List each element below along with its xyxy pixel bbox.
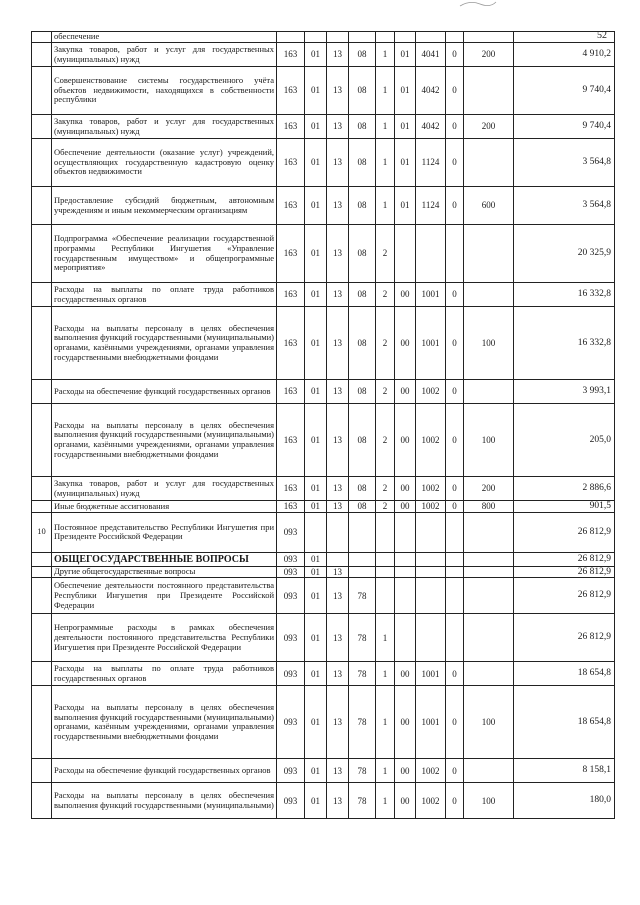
amount-cell: 26 812,9 <box>514 566 615 578</box>
code-cell: 0 <box>446 380 464 404</box>
code-cell <box>416 552 446 566</box>
code-cell: 01 <box>395 67 416 115</box>
row-number-cell <box>32 614 52 662</box>
code-cell: 13 <box>327 614 349 662</box>
code-cell <box>446 225 464 283</box>
row-number-cell <box>32 307 52 380</box>
code-cell: 093 <box>277 686 305 759</box>
row-number-cell <box>32 759 52 783</box>
row-number-cell <box>32 283 52 307</box>
row-number-cell <box>32 139 52 187</box>
code-cell <box>446 578 464 614</box>
code-cell: 01 <box>305 783 327 819</box>
item-name-cell: Расходы на выплаты персоналу в целях обеспечения выполнения функций государственными (муниципальными) органами, казёнными учреждениями, органами управления государственными внебюджетными фондами <box>52 307 277 380</box>
code-cell: 01 <box>395 139 416 187</box>
table-row <box>32 759 615 783</box>
budget-table <box>31 31 615 819</box>
code-cell: 13 <box>327 43 349 67</box>
code-cell: 00 <box>395 380 416 404</box>
code-cell: 01 <box>305 662 327 686</box>
code-cell: 163 <box>277 43 305 67</box>
code-cell: 2 <box>376 380 395 404</box>
code-cell: 01 <box>305 404 327 477</box>
code-cell: 01 <box>395 115 416 139</box>
code-cell <box>464 552 514 566</box>
code-cell <box>464 662 514 686</box>
code-cell <box>395 552 416 566</box>
item-name-cell: Расходы на выплаты персоналу в целях обеспечения выполнения функций государственными (муниципальными) органами, казённым учреждениями, органами управления государственными внебюджетными фондами <box>52 686 277 759</box>
code-cell: 01 <box>305 552 327 566</box>
item-name-cell: Расходы на обеспечение функций государственных органов <box>52 380 277 404</box>
item-name-cell: Закупка товаров, работ и услуг для государственных (муниципальных) нужд <box>52 43 277 67</box>
code-cell: 01 <box>305 187 327 225</box>
code-cell: 163 <box>277 283 305 307</box>
code-cell: 01 <box>305 283 327 307</box>
code-cell <box>395 225 416 283</box>
row-number-cell <box>32 566 52 578</box>
code-cell: 08 <box>349 139 376 187</box>
item-name-cell: Расходы на выплаты персоналу в целях обеспечения выполнения функций государственными (муниципальными) <box>52 783 277 819</box>
row-number-cell: 10 <box>32 512 52 552</box>
item-name-cell: Непрограммные расходы в рамках обеспечения деятельности постоянного представительства Республики Ингушетия при Президенте Российской Федерации <box>52 614 277 662</box>
amount-cell: 9 740,4 <box>514 115 615 139</box>
code-cell <box>416 614 446 662</box>
code-cell: 13 <box>327 759 349 783</box>
code-cell <box>464 512 514 552</box>
code-cell: 093 <box>277 552 305 566</box>
code-cell: 78 <box>349 759 376 783</box>
code-cell <box>327 32 349 43</box>
code-cell: 00 <box>395 283 416 307</box>
code-cell: 100 <box>464 783 514 819</box>
code-cell: 13 <box>327 139 349 187</box>
row-number-cell <box>32 783 52 819</box>
code-cell <box>376 552 395 566</box>
row-number-cell <box>32 662 52 686</box>
code-cell: 200 <box>464 43 514 67</box>
code-cell <box>464 614 514 662</box>
item-name-cell: Предоставление субсидий бюджетным, автономным учреждениям и иным некоммерческим организациям <box>52 187 277 225</box>
code-cell: 78 <box>349 578 376 614</box>
code-cell: 200 <box>464 115 514 139</box>
table-row <box>32 283 615 307</box>
code-cell: 1 <box>376 783 395 819</box>
item-name-cell: Подпрограмма «Обеспечение реализации государственной программы Республики Ингушетия «Управление государственным имуществом» и общепрограммные мероприятия» <box>52 225 277 283</box>
table-row <box>32 43 615 67</box>
amount-cell: 26 812,9 <box>514 552 615 566</box>
code-cell: 0 <box>446 662 464 686</box>
code-cell <box>349 512 376 552</box>
item-name-cell: Постоянное представительство Республики Ингушетия при Президенте Российской Федерации <box>52 512 277 552</box>
code-cell <box>416 225 446 283</box>
code-cell: 01 <box>305 225 327 283</box>
amount-cell: 8 158,1 <box>514 759 615 783</box>
code-cell: 1001 <box>416 686 446 759</box>
code-cell <box>464 283 514 307</box>
code-cell: 800 <box>464 501 514 513</box>
code-cell <box>416 566 446 578</box>
code-cell <box>464 566 514 578</box>
code-cell: 600 <box>464 187 514 225</box>
code-cell: 163 <box>277 477 305 501</box>
code-cell: 08 <box>349 404 376 477</box>
code-cell: 1001 <box>416 307 446 380</box>
code-cell: 13 <box>327 662 349 686</box>
code-cell <box>395 566 416 578</box>
code-cell: 13 <box>327 283 349 307</box>
code-cell: 78 <box>349 662 376 686</box>
amount-cell: 18 654,8 <box>514 686 615 759</box>
code-cell: 01 <box>305 67 327 115</box>
code-cell: 1124 <box>416 139 446 187</box>
amount-cell: 26 812,9 <box>514 614 615 662</box>
item-name-cell: Расходы на выплаты по оплате труда работников государственных органов <box>52 662 277 686</box>
amount-cell: 20 325,9 <box>514 225 615 283</box>
code-cell: 00 <box>395 477 416 501</box>
code-cell: 01 <box>305 566 327 578</box>
item-name-cell: Обеспечение деятельности постоянного представительства Республики Ингушетия при Президенте Российской Федерации <box>52 578 277 614</box>
code-cell: 1 <box>376 43 395 67</box>
row-number-cell <box>32 67 52 115</box>
code-cell: 200 <box>464 477 514 501</box>
code-cell: 13 <box>327 380 349 404</box>
code-cell: 163 <box>277 187 305 225</box>
table-row <box>32 187 615 225</box>
code-cell: 163 <box>277 67 305 115</box>
row-number-cell <box>32 404 52 477</box>
code-cell <box>395 614 416 662</box>
code-cell <box>327 552 349 566</box>
code-cell: 13 <box>327 686 349 759</box>
code-cell: 093 <box>277 759 305 783</box>
code-cell <box>464 578 514 614</box>
code-cell: 13 <box>327 307 349 380</box>
code-cell <box>446 552 464 566</box>
amount-cell: 3 564,8 <box>514 139 615 187</box>
code-cell: 0 <box>446 283 464 307</box>
code-cell <box>416 512 446 552</box>
row-number-cell <box>32 477 52 501</box>
row-number-cell <box>32 501 52 513</box>
code-cell: 78 <box>349 686 376 759</box>
code-cell <box>395 512 416 552</box>
code-cell <box>464 32 514 43</box>
code-cell <box>277 32 305 43</box>
amount-cell: 901,5 <box>514 501 615 513</box>
table-row <box>32 501 615 513</box>
amount-cell: 18 654,8 <box>514 662 615 686</box>
row-number-cell <box>32 32 52 43</box>
code-cell <box>349 32 376 43</box>
code-cell: 00 <box>395 404 416 477</box>
code-cell: 13 <box>327 67 349 115</box>
amount-cell: 26 812,9 <box>514 512 615 552</box>
code-cell: 0 <box>446 501 464 513</box>
item-name-cell: Расходы на выплаты по оплате труда работников государственных органов <box>52 283 277 307</box>
amount-cell: 9 740,4 <box>514 67 615 115</box>
row-number-cell <box>32 225 52 283</box>
code-cell: 1001 <box>416 662 446 686</box>
code-cell: 08 <box>349 187 376 225</box>
table-row <box>32 67 615 115</box>
table-row <box>32 32 615 43</box>
code-cell: 08 <box>349 477 376 501</box>
code-cell: 01 <box>305 43 327 67</box>
table-row <box>32 614 615 662</box>
code-cell: 08 <box>349 380 376 404</box>
code-cell <box>349 552 376 566</box>
code-cell: 093 <box>277 783 305 819</box>
code-cell: 01 <box>305 578 327 614</box>
code-cell: 01 <box>305 614 327 662</box>
code-cell: 2 <box>376 283 395 307</box>
table-row <box>32 783 615 819</box>
item-name-cell: Иные бюджетные ассигнования <box>52 501 277 513</box>
code-cell: 08 <box>349 43 376 67</box>
row-number-cell <box>32 578 52 614</box>
amount-cell: 16 332,8 <box>514 307 615 380</box>
code-cell: 13 <box>327 187 349 225</box>
code-cell <box>327 512 349 552</box>
code-cell: 093 <box>277 566 305 578</box>
code-cell: 01 <box>305 307 327 380</box>
code-cell <box>395 578 416 614</box>
amount-cell: 16 332,8 <box>514 283 615 307</box>
code-cell: 2 <box>376 307 395 380</box>
code-cell: 13 <box>327 501 349 513</box>
code-cell: 00 <box>395 662 416 686</box>
code-cell: 1 <box>376 759 395 783</box>
code-cell: 13 <box>327 566 349 578</box>
code-cell: 0 <box>446 477 464 501</box>
table-row <box>32 566 615 578</box>
item-name-cell: Обеспечение деятельности (оказание услуг) учреждений, осуществляющих государственную кадастровую оценку объектов недвижимости <box>52 139 277 187</box>
item-name-cell: Совершенствование системы государственного учёта объектов недвижимости, находящихся в собственности республики <box>52 67 277 115</box>
code-cell: 4041 <box>416 43 446 67</box>
code-cell: 08 <box>349 115 376 139</box>
table-row <box>32 686 615 759</box>
code-cell: 1002 <box>416 783 446 819</box>
table-row <box>32 552 615 566</box>
code-cell <box>376 566 395 578</box>
amount-cell: 205,0 <box>514 404 615 477</box>
code-cell: 01 <box>305 501 327 513</box>
code-cell: 4042 <box>416 67 446 115</box>
code-cell: 163 <box>277 404 305 477</box>
code-cell: 163 <box>277 225 305 283</box>
code-cell: 78 <box>349 783 376 819</box>
table-body <box>32 32 615 819</box>
code-cell: 0 <box>446 115 464 139</box>
code-cell <box>446 512 464 552</box>
table-row <box>32 307 615 380</box>
code-cell: 163 <box>277 139 305 187</box>
code-cell: 163 <box>277 307 305 380</box>
code-cell: 01 <box>305 115 327 139</box>
amount-cell: 4 910,2 <box>514 43 615 67</box>
table-row <box>32 225 615 283</box>
code-cell: 78 <box>349 614 376 662</box>
code-cell: 093 <box>277 578 305 614</box>
code-cell <box>376 32 395 43</box>
code-cell: 0 <box>446 307 464 380</box>
code-cell: 2 <box>376 477 395 501</box>
table-row <box>32 380 615 404</box>
code-cell <box>464 67 514 115</box>
code-cell <box>376 512 395 552</box>
code-cell: 00 <box>395 686 416 759</box>
code-cell: 1002 <box>416 501 446 513</box>
row-number-cell <box>32 686 52 759</box>
item-name-cell: Закупка товаров, работ и услуг для государственных (муниципальных) нужд <box>52 115 277 139</box>
table-row <box>32 115 615 139</box>
table-row <box>32 404 615 477</box>
code-cell <box>376 578 395 614</box>
item-name-cell: Другие общегосударственные вопросы <box>52 566 277 578</box>
code-cell <box>464 759 514 783</box>
code-cell: 08 <box>349 225 376 283</box>
code-cell: 0 <box>446 187 464 225</box>
code-cell: 01 <box>395 43 416 67</box>
table-row <box>32 578 615 614</box>
code-cell <box>446 566 464 578</box>
row-number-cell <box>32 380 52 404</box>
code-cell: 1 <box>376 139 395 187</box>
code-cell: 01 <box>395 187 416 225</box>
code-cell <box>416 578 446 614</box>
code-cell: 1002 <box>416 759 446 783</box>
code-cell: 08 <box>349 283 376 307</box>
code-cell: 163 <box>277 501 305 513</box>
code-cell: 1 <box>376 614 395 662</box>
code-cell: 01 <box>305 380 327 404</box>
code-cell: 0 <box>446 404 464 477</box>
amount-cell: 26 812,9 <box>514 578 615 614</box>
row-number-cell <box>32 187 52 225</box>
code-cell: 0 <box>446 43 464 67</box>
amount-cell: 3 564,8 <box>514 187 615 225</box>
code-cell: 2 <box>376 225 395 283</box>
code-cell: 1 <box>376 662 395 686</box>
code-cell: 1002 <box>416 380 446 404</box>
code-cell: 1001 <box>416 283 446 307</box>
code-cell <box>464 380 514 404</box>
code-cell: 01 <box>305 139 327 187</box>
code-cell: 08 <box>349 501 376 513</box>
code-cell: 13 <box>327 578 349 614</box>
row-number-cell <box>32 43 52 67</box>
code-cell: 2 <box>376 501 395 513</box>
code-cell <box>305 32 327 43</box>
code-cell: 13 <box>327 225 349 283</box>
code-cell: 100 <box>464 686 514 759</box>
code-cell: 163 <box>277 115 305 139</box>
table-row <box>32 662 615 686</box>
code-cell: 13 <box>327 477 349 501</box>
table-row <box>32 512 615 552</box>
code-cell: 13 <box>327 783 349 819</box>
code-cell: 1124 <box>416 187 446 225</box>
amount-cell: 180,0 <box>514 783 615 819</box>
table-row <box>32 477 615 501</box>
code-cell: 00 <box>395 501 416 513</box>
code-cell: 1 <box>376 686 395 759</box>
code-cell: 2 <box>376 404 395 477</box>
code-cell: 0 <box>446 139 464 187</box>
code-cell <box>446 32 464 43</box>
amount-cell: 2 886,6 <box>514 477 615 501</box>
code-cell: 093 <box>277 662 305 686</box>
row-number-cell <box>32 115 52 139</box>
item-name-cell: Закупка товаров, работ и услуг для государственных (муниципальных) нужд <box>52 477 277 501</box>
page-number: 52 <box>597 30 607 41</box>
code-cell: 0 <box>446 686 464 759</box>
code-cell: 093 <box>277 614 305 662</box>
code-cell: 00 <box>395 307 416 380</box>
table-row <box>32 139 615 187</box>
code-cell: 100 <box>464 307 514 380</box>
code-cell <box>395 32 416 43</box>
item-name-cell: Расходы на выплаты персоналу в целях обеспечения выполнения функций государственными (муниципальными) органами, казёнными учреждениями, органами управления государственными внебюджетными фондами <box>52 404 277 477</box>
code-cell: 4042 <box>416 115 446 139</box>
item-name-cell: обеспечение <box>52 32 277 43</box>
code-cell: 01 <box>305 686 327 759</box>
code-cell: 093 <box>277 512 305 552</box>
code-cell: 00 <box>395 783 416 819</box>
code-cell: 1002 <box>416 477 446 501</box>
scan-artifact-mark <box>458 0 498 8</box>
code-cell: 0 <box>446 783 464 819</box>
amount-cell <box>514 32 615 43</box>
code-cell: 08 <box>349 67 376 115</box>
code-cell <box>446 614 464 662</box>
code-cell: 1002 <box>416 404 446 477</box>
code-cell: 1 <box>376 67 395 115</box>
code-cell <box>305 512 327 552</box>
code-cell <box>416 32 446 43</box>
code-cell <box>349 566 376 578</box>
code-cell: 163 <box>277 380 305 404</box>
item-name-cell: Расходы на обеспечение функций государственных органов <box>52 759 277 783</box>
code-cell: 1 <box>376 187 395 225</box>
code-cell: 100 <box>464 404 514 477</box>
code-cell <box>464 225 514 283</box>
code-cell: 0 <box>446 759 464 783</box>
item-name-cell: ОБЩЕГОСУДАРСТВЕННЫЕ ВОПРОСЫ <box>52 552 277 566</box>
code-cell: 01 <box>305 477 327 501</box>
code-cell: 0 <box>446 67 464 115</box>
amount-cell: 3 993,1 <box>514 380 615 404</box>
code-cell <box>464 139 514 187</box>
code-cell: 08 <box>349 307 376 380</box>
code-cell: 01 <box>305 759 327 783</box>
code-cell: 1 <box>376 115 395 139</box>
row-number-cell <box>32 552 52 566</box>
code-cell: 13 <box>327 115 349 139</box>
code-cell: 00 <box>395 759 416 783</box>
code-cell: 13 <box>327 404 349 477</box>
